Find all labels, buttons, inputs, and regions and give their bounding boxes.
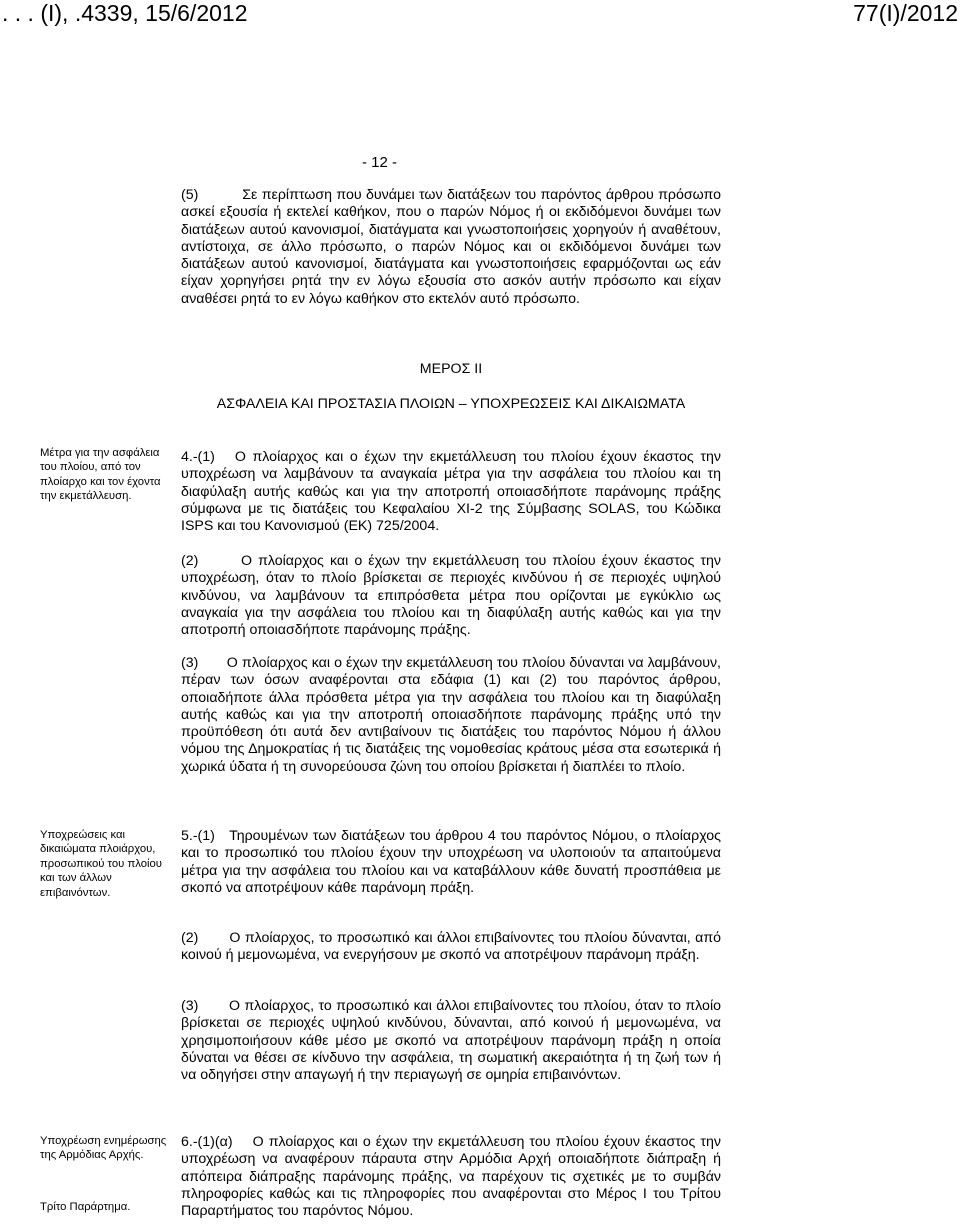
paragraph-5-3: (3) Ο πλοίαρχος, το προσωπικό και άλλοι επιβαίνοντες του πλοίου, όταν το πλοίο βρίσκεται σε περιοχές υψηλού κινδύνου, δύνανται, από κοινού ή μεμονωμένα, να χρησιμοποιήσουν κάθε μέσο με σκοπό να αποτρέψουν παράνομη πράξη η οποία δύναται να θέσει σε κίνδυνο την ασφάλεια, τη σωματική ακεραιότητα ή τη ζωή των ή να οδηγήσει στην απαγωγή ή την περιαγωγή σε ομηρία επιβαινόντων.: [181, 998, 721, 1084]
header-citation: . . . (Ι), .4339, 15/6/2012: [2, 0, 248, 26]
header-law-number: 77(Ι)/2012: [853, 0, 958, 26]
paragraph-5-2: (2) Ο πλοίαρχος, το προσωπικό και άλλοι επιβαίνοντες του πλοίου δύνανται, από κοινού ή μεμονωμένα, να ενεργήσουν με σκοπό να αποτρέψουν παράνομη πράξη.: [181, 930, 721, 964]
margin-note-section-6-ref: Τρίτο Παράρτημα.: [40, 1201, 131, 1213]
paragraph-6-1: 6.-(1)(α) Ο πλοίαρχος και ο έχων την εκμετάλλευση του πλοίου έχουν έκαστος την υποχρέωση να αναφέρουν πάραυτα στην Αρμόδια Αρχή οποιαδήποτε διάπραξη ή απόπειρα διάπραξης παράνομης πράξης, να παρέχουν τις σχετικές με το συμβάν πληροφορίες καθώς και τις πληροφορίες που αναφέρονται στο Μέρος Ι του Τρίτου Παραρτήματος του παρόντος Νόμου.: [181, 1134, 721, 1220]
page-number: - 12 -: [362, 154, 398, 171]
margin-note-section-5: Υποχρεώσεις και δικαιώματα πλοιάρχου, προσωπικού του πλοίου και των άλλων επιβαινόντων.: [40, 829, 162, 899]
paragraph-4-2: (2) Ο πλοίαρχος και ο έχων την εκμετάλλευση του πλοίου έχουν έκαστος την υποχρέωση, όταν το πλοίο βρίσκεται σε περιοχές κινδύνου ή σε περιοχές υψηλού κινδύνου, να λαμβάνουν τα επιπρόσθετα μέτρα που ορίζονται με εγκύκλιο ως αναγκαία για την ασφάλεια του πλοίου και τη διαφύλαξη αυτής καθώς και για την αποτροπή οποιασδήποτε παράνομης πράξης.: [181, 553, 721, 639]
paragraph-3-5: (5) Σε περίπτωση που δυνάμει των διατάξεων του παρόντος άρθρου πρόσωπο ασκεί εξουσία ή εκτελεί καθήκον, που ο παρών Νόμος ή οι εκδιδόμενοι δυνάμει των διατάξεων αυτού κανονισμοί, διατάγματα και γνωστοποιήσεις χορηγούν ή αναθέτουν, αντίστοιχα, σε άλλο πρόσωπο, ο παρών Νόμος και οι εκδιδόμενοι δυνάμει των διατάξεων αυτού κανονισμοί, διατάγματα και γνωστοποιήσεις εφαρμόζονται ως εάν είχαν χορηγήσει ρητά την εν λόγω εξουσία στο ασκόν αυτήν πρόσωπο και είχαν αναθέσει ρητά το εν λόγω καθήκον στο εκτελόν αυτό πρόσωπο.: [181, 187, 721, 307]
margin-note-section-6: Υποχρέωση ενημέρωσης της Αρμόδιας Αρχής.: [40, 1135, 167, 1162]
margin-note-section-4: Μέτρα για την ασφάλεια του πλοίου, από τον πλοίαρχο και τον έχοντα την εκμετάλλευση.: [40, 447, 161, 503]
paragraph-4-3: (3) Ο πλοίαρχος και ο έχων την εκμετάλλευση του πλοίου δύνανται να λαμβάνουν, πέραν των όσων αναφέρονται στα εδάφια (1) και (2) του παρόντος άρθρου, οποιαδήποτε άλλα πρόσθετα μέτρα για την ασφάλεια του πλοίου και τη διαφύλαξη αυτής καθώς και για την αποτροπή οποιασδήποτε παράνομης πράξης υπό την προϋπόθεση ότι αυτά δεν αντιβαίνουν τις διατάξεις του παρόντος Νόμου ή άλλου νόμου της Δημοκρατίας ή τις διατάξεις της νομοθεσίας κράτους μέσα στα εσωτερικά ή χωρικά ύδατα ή τη συνορεύουσα ζώνη του οποίου βρίσκεται ή διαπλέει το πλοίο.: [181, 655, 721, 775]
part-title: ΑΣΦΑΛΕΙΑ ΚΑΙ ΠΡΟΣΤΑΣΙΑ ΠΛΟΙΩΝ – ΥΠΟΧΡΕΩΣΕΙΣ ΚΑΙ ΔΙΚΑΙΩΜΑΤΑ: [216, 396, 686, 412]
paragraph-4-1: 4.-(1) Ο πλοίαρχος και ο έχων την εκμετάλλευση του πλοίου έχουν έκαστος την υποχρέωση να λαμβάνουν τα αναγκαία μέτρα για την ασφάλεια του πλοίου και τη διαφύλαξη αυτής καθώς και για την αποτροπή οποιασδήποτε παράνομης πράξης σύμφωνα με τις διατάξεις του Κεφαλαίου ΧΙ-2 της Σύμβασης SOLAS, του Κώδικα ISPS και του Κανονισμού (ΕΚ) 725/2004.: [181, 449, 721, 535]
paragraph-5-1: 5.-(1) Τηρουμένων των διατάξεων του άρθρου 4 του παρόντος Νόμου, ο πλοίαρχος και το προσωπικό του πλοίου έχουν την υποχρέωση να υλοποιούν τα απαιτούμενα μέτρα για την ασφάλεια του πλοίου και να καταβάλλουν κάθε δυνατή προσπάθεια με σκοπό να αποτρέψουν κάθε παράνομη πράξη.: [181, 828, 721, 896]
part-number: ΜΕΡΟΣ ΙΙ: [419, 361, 483, 377]
